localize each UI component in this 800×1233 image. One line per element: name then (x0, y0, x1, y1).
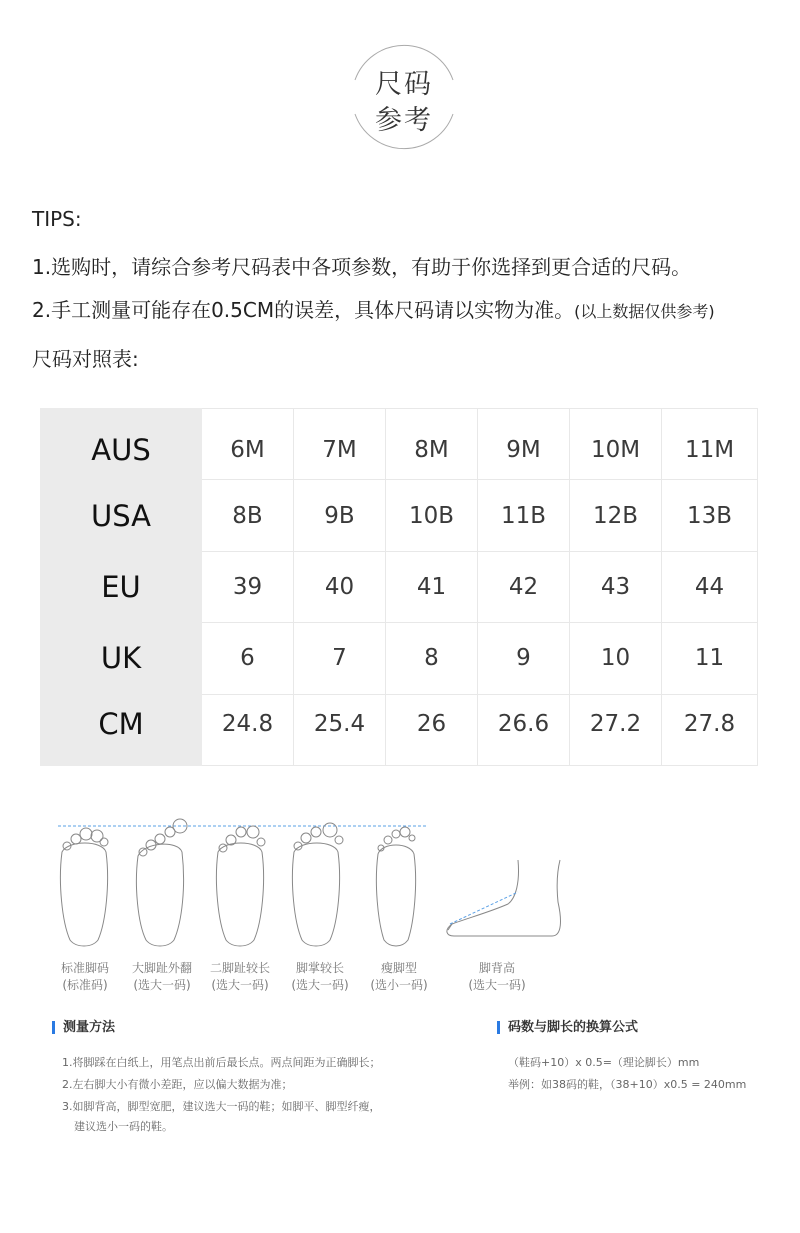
size-cell: 12B (570, 480, 662, 551)
size-cell: 13B (662, 480, 758, 551)
tips-heading: TIPS: (32, 207, 82, 231)
size-system-label: EU (41, 551, 202, 622)
size-system-label: USA (41, 480, 202, 551)
size-cell: 39 (202, 551, 294, 622)
size-table (40, 408, 758, 766)
foot-label-6 (452, 960, 542, 994)
foot-long-second-toe-icon (216, 826, 265, 946)
size-system-label: CM (41, 694, 202, 765)
foot-advice-6: (选大一码) (468, 978, 526, 992)
tip-line-1: 1.选购时，请综合参考尺码表中各项参数，有助于你选择到更合适的尺码。 (32, 255, 692, 279)
foot-advice-5: (选小一码) (370, 978, 428, 992)
size-cell: 9M (478, 409, 570, 480)
size-row-eu (41, 551, 758, 622)
measure-title: 测量方法 (52, 1021, 115, 1034)
foot-label-5 (354, 960, 444, 994)
foot-advice-2: (选大一码) (133, 978, 191, 992)
foot-name-4: 脚掌较长 (295, 961, 344, 975)
size-cell: 25.4 (294, 694, 386, 765)
size-cell: 27.8 (662, 694, 758, 765)
foot-slim-icon (376, 827, 415, 946)
size-system-label: UK (41, 623, 202, 694)
measure-step-3a: 3.如脚背高，脚型宽肥，建议选大一码的鞋；如脚平、脚型纤瘦， (62, 1100, 381, 1113)
foot-types-illustration (40, 812, 580, 952)
size-row-aus (41, 409, 758, 480)
table-caption: 尺码对照表: (32, 347, 139, 371)
foot-standard-icon (60, 828, 108, 946)
size-cell: 10 (570, 623, 662, 694)
size-cell: 24.8 (202, 694, 294, 765)
size-cell: 9B (294, 480, 386, 551)
size-cell: 11B (478, 480, 570, 551)
size-cell: 44 (662, 551, 758, 622)
size-row-uk (41, 623, 758, 694)
foot-advice-1: (标准码) (62, 978, 108, 992)
size-system-label: AUS (41, 409, 202, 480)
foot-name-5: 瘦脚型 (380, 961, 417, 975)
foot-label-2 (117, 960, 207, 994)
size-cell: 8B (202, 480, 294, 551)
foot-label-4 (275, 960, 365, 994)
size-cell: 10M (570, 409, 662, 480)
size-cell: 43 (570, 551, 662, 622)
size-cell: 8 (386, 623, 478, 694)
tip-line-2-note: (以上数据仅供参考) (574, 302, 715, 321)
size-row-cm (41, 694, 758, 765)
badge-line-1: 尺码 (375, 69, 433, 100)
foot-high-instep-icon (447, 860, 561, 936)
size-cell: 40 (294, 551, 386, 622)
foot-bunion-icon (136, 819, 187, 946)
size-cell: 41 (386, 551, 478, 622)
formula-title: 码数与脚长的换算公式 (497, 1021, 638, 1034)
foot-name-1: 标准脚码 (60, 961, 109, 975)
foot-long-ball-icon (292, 823, 343, 946)
size-cell: 11 (662, 623, 758, 694)
size-cell: 6M (202, 409, 294, 480)
foot-name-6: 脚背高 (478, 961, 515, 975)
foot-advice-4: (选大一码) (291, 978, 349, 992)
formula-line-1: （鞋码+10）x 0.5=（理论脚长）mm (508, 1056, 700, 1069)
formula-line-2: 举例：如38码的鞋，（38+10）x0.5 = 240mm (508, 1078, 747, 1091)
size-cell: 11M (662, 409, 758, 480)
size-cell: 7 (294, 623, 386, 694)
size-cell: 26 (386, 694, 478, 765)
foot-name-2: 大脚趾外翻 (131, 961, 192, 975)
size-cell: 6 (202, 623, 294, 694)
size-cell: 8M (386, 409, 478, 480)
badge-line-2: 参考 (375, 105, 433, 136)
measure-step-3b: 建议选小一码的鞋。 (74, 1120, 173, 1133)
size-cell: 26.6 (478, 694, 570, 765)
measure-step-2: 2.左右脚大小有微小差距，应以偏大数据为准； (62, 1078, 293, 1091)
tip-line-2 (32, 294, 715, 323)
size-cell: 27.2 (570, 694, 662, 765)
measure-step-1: 1.将脚踩在白纸上，用笔点出前后最长点。两点间距为正确脚长； (62, 1056, 381, 1069)
size-cell: 42 (478, 551, 570, 622)
tip-line-2-text: 2.手工测量可能存在0.5CM的误差，具体尺码请以实物为准。 (32, 298, 575, 322)
size-row-usa (41, 480, 758, 551)
foot-label-3 (195, 960, 285, 994)
size-cell: 7M (294, 409, 386, 480)
foot-advice-3: (选大一码) (211, 978, 269, 992)
size-cell: 9 (478, 623, 570, 694)
size-reference-badge (347, 40, 461, 154)
foot-name-3: 二脚趾较长 (209, 961, 270, 975)
size-cell: 10B (386, 480, 478, 551)
